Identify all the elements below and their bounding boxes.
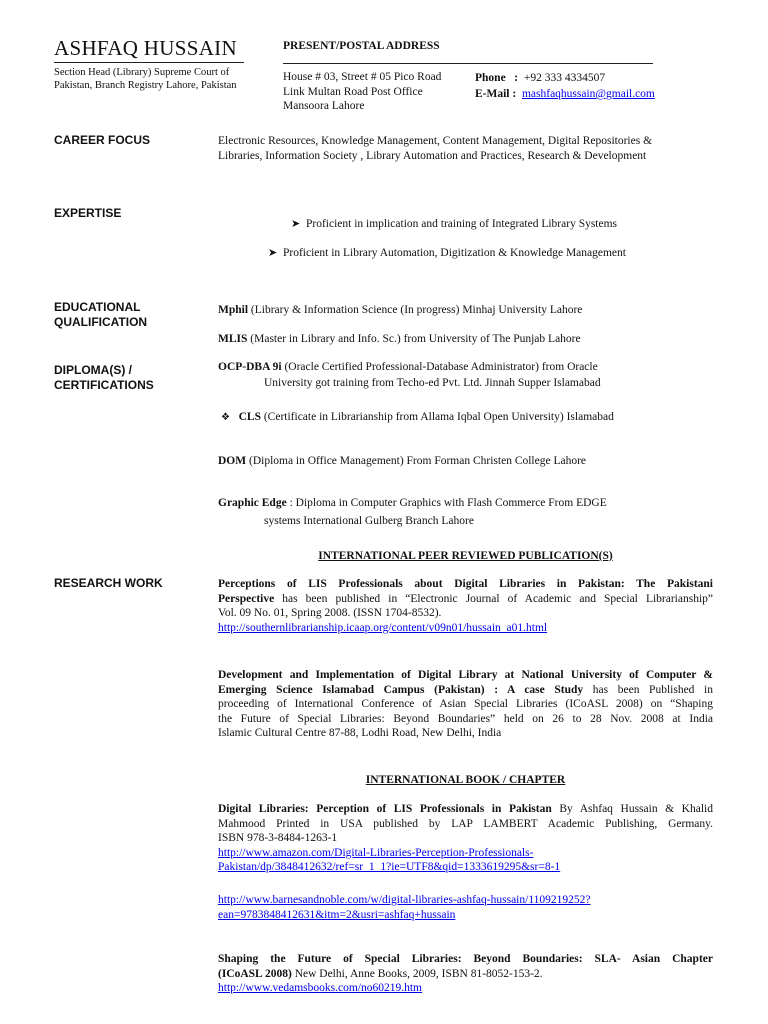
phone-row: Phone : +92 333 4334507 <box>475 72 606 84</box>
career-line-2: Libraries, Information Society , Library Automation and Practices, Research & Development <box>218 149 647 162</box>
dom-title: DOM <box>218 455 247 467</box>
mphil-detail: (Library & Information Science (In progress) Minhaj University Lahore <box>248 304 583 316</box>
pub1-link[interactable]: http://southernlibrarianship.icaap.org/content/v09n01/hussain_a01.html <box>218 621 548 634</box>
education-label-line-2: QUALIFICATION <box>54 315 148 329</box>
book2-publisher: New Delhi, Anne Books, 2009, ISBN 81-8052-153-2. <box>291 967 543 980</box>
diploma-ocp <box>218 360 601 390</box>
expertise-item-text: Proficient in implication and training of Integrated Library Systems <box>305 218 618 230</box>
education-label <box>54 300 147 330</box>
arrow-bullet-icon: ➤ <box>268 247 278 259</box>
phone-label: Phone <box>475 72 506 84</box>
book-chapter-heading: INTERNATIONAL BOOK / CHAPTER <box>365 774 566 786</box>
ocp-title: OCP-DBA 9i <box>218 361 282 373</box>
expertise-label: EXPERTISE <box>54 206 122 220</box>
book-1-bn-link <box>218 893 713 922</box>
expertise-item-text: Proficient in Library Automation, Digitization & Knowledge Management <box>282 247 626 259</box>
dom-detail: (Diploma in Office Management) From Forman Christen College Lahore <box>246 455 587 467</box>
name-underline <box>54 62 244 63</box>
career-line-1: Electronic Resources, Knowledge Management, Content Management, Digital Repositories & <box>218 135 653 147</box>
email-row: E-Mail : mashfaqhussain@gmail.com <box>475 88 655 100</box>
graphic-edge-detail: : Diploma in Computer Graphics with Flash Commerce From EDGE <box>286 497 607 509</box>
address-block <box>283 70 468 114</box>
graphic-edge-detail-line-2: systems International Gulberg Branch Lahore <box>264 514 474 527</box>
book1-bn-link-line-1[interactable]: http://www.barnesandnoble.com/w/digital-libraries-ashfaq-hussain/1109219252? <box>218 894 591 906</box>
book1-amazon-link-line-1[interactable]: http://www.amazon.com/Digital-Libraries-Perception-Professionals- <box>218 846 534 859</box>
diploma-graphic-edge <box>218 496 607 528</box>
resume-name: ASHFAQ HUSSAIN <box>54 36 237 60</box>
research-work-label: RESEARCH WORK <box>54 576 163 590</box>
pub1-volume: Vol. 09 No. 01, Spring 2008. (ISSN 1704-8532). <box>218 607 442 619</box>
book1-title: Digital Libraries: Perception of LIS Professionals in Pakistan <box>218 803 552 815</box>
expertise-item-1 <box>291 217 617 232</box>
pub2-title-line-2: Emerging Science Islamabad Campus (Pakistan) : A case Study <box>218 683 584 696</box>
position-line-2: Pakistan, Branch Registry Lahore, Pakistan <box>54 80 237 91</box>
ocp-detail-line-2: University got training from Techo-ed Pvt. Ltd. Jinnah Supper Islamabad <box>264 376 601 389</box>
education-label-line-1: EDUCATIONAL <box>54 300 141 314</box>
pub2-line-3: proceeding of International Conference of Asian Special Libraries (ICoASL 2008) on “Shaping <box>218 698 713 710</box>
book1-amazon-link-line-2[interactable]: Pakistan/dp/3848412632/ref=sr_1_1?ie=UTF8&qid=1333619295&sr=8-1 <box>218 861 561 873</box>
book1-authors: By Ashfaq Hussain & Khalid <box>551 803 713 815</box>
diploma-cls <box>221 410 614 426</box>
book2-title-line-2: (ICoASL 2008) <box>218 967 292 980</box>
publication-1 <box>218 577 713 635</box>
mlis-detail: (Master in Library and Info. Sc.) from University of The Punjab Lahore <box>247 333 581 345</box>
diamond-bullet-icon: ❖ <box>221 412 230 423</box>
pub1-title-line-1: Perceptions of LIS Professionals about Digital Libraries in Pakistan: The Pakistani <box>218 578 713 590</box>
publications-heading: INTERNATIONAL PEER REVIEWED PUBLICATION(S) <box>318 550 613 562</box>
education-mlis <box>218 332 581 347</box>
pub2-published: has been Published in <box>583 683 713 696</box>
email-label: E-Mail <box>475 88 510 100</box>
position-block <box>54 66 264 92</box>
address-line-2: Link Multan Road Post Office <box>283 85 423 98</box>
book1-bn-link-line-2[interactable]: ean=9783848412631&itm=2&usri=ashfaq+hussain <box>218 908 456 921</box>
ocp-detail: (Oracle Certified Professional-Database Administrator) from Oracle <box>281 361 598 373</box>
book1-isbn: ISBN 978-3-8484-1263-1 <box>218 832 338 844</box>
pub1-title-line-2: Perspective <box>218 592 275 605</box>
pub1-journal: has been published in “Electronic Journal of Academic and Special Librarianship” <box>274 592 713 605</box>
address-line-1: House # 03, Street # 05 Pico Road <box>283 71 442 83</box>
publication-2 <box>218 668 713 741</box>
phone-value: +92 333 4334507 <box>523 72 606 84</box>
book2-title-line-1: Shaping the Future of Special Libraries: Beyond Boundaries: SLA- Asian Chapter <box>218 953 713 965</box>
pub2-title-line-1: Development and Implementation of Digital Library at National University of Computer & <box>218 669 713 681</box>
cls-detail: (Certificate in Librarianship from Allama Iqbal Open University) Islamabad <box>260 411 614 423</box>
cls-title: CLS <box>238 411 261 423</box>
book-2 <box>218 952 713 996</box>
address-underline <box>283 63 653 64</box>
graphic-edge-title: Graphic Edge <box>218 497 287 509</box>
position-line-1: Section Head (Library) Supreme Court of <box>54 67 230 78</box>
education-mphil <box>218 303 582 318</box>
mphil-degree: Mphil <box>218 304 249 316</box>
pub2-line-4: the Future of Special Libraries: Beyond Boundaries” held on 26 to 28 Nov. 2008 at India <box>218 712 713 725</box>
diploma-label-line-1: DIPLOMA(S) / <box>54 363 132 377</box>
book-1 <box>218 802 713 875</box>
email-link[interactable]: mashfaqhussain@gmail.com <box>521 88 655 100</box>
address-line-3: Mansoora Lahore <box>283 100 365 112</box>
arrow-bullet-icon: ➤ <box>291 218 301 230</box>
mlis-degree: MLIS <box>218 333 248 345</box>
book1-publisher: Mahmood Printed in USA published by LAP LAMBERT Academic Publishing, Germany. <box>218 817 713 830</box>
career-focus-text <box>218 134 718 163</box>
diploma-label-line-2: CERTIFICATIONS <box>54 378 154 392</box>
diploma-label <box>54 363 154 393</box>
pub2-line-5: Islamic Cultural Centre 87-88, Lodhi Road, New Delhi, India <box>218 727 502 739</box>
expertise-item-2 <box>268 246 626 261</box>
career-focus-label: CAREER FOCUS <box>54 133 151 147</box>
diploma-dom <box>218 454 586 469</box>
book2-link[interactable]: http://www.vedamsbooks.com/no60219.htm <box>218 982 423 994</box>
address-title: PRESENT/POSTAL ADDRESS <box>283 40 440 52</box>
